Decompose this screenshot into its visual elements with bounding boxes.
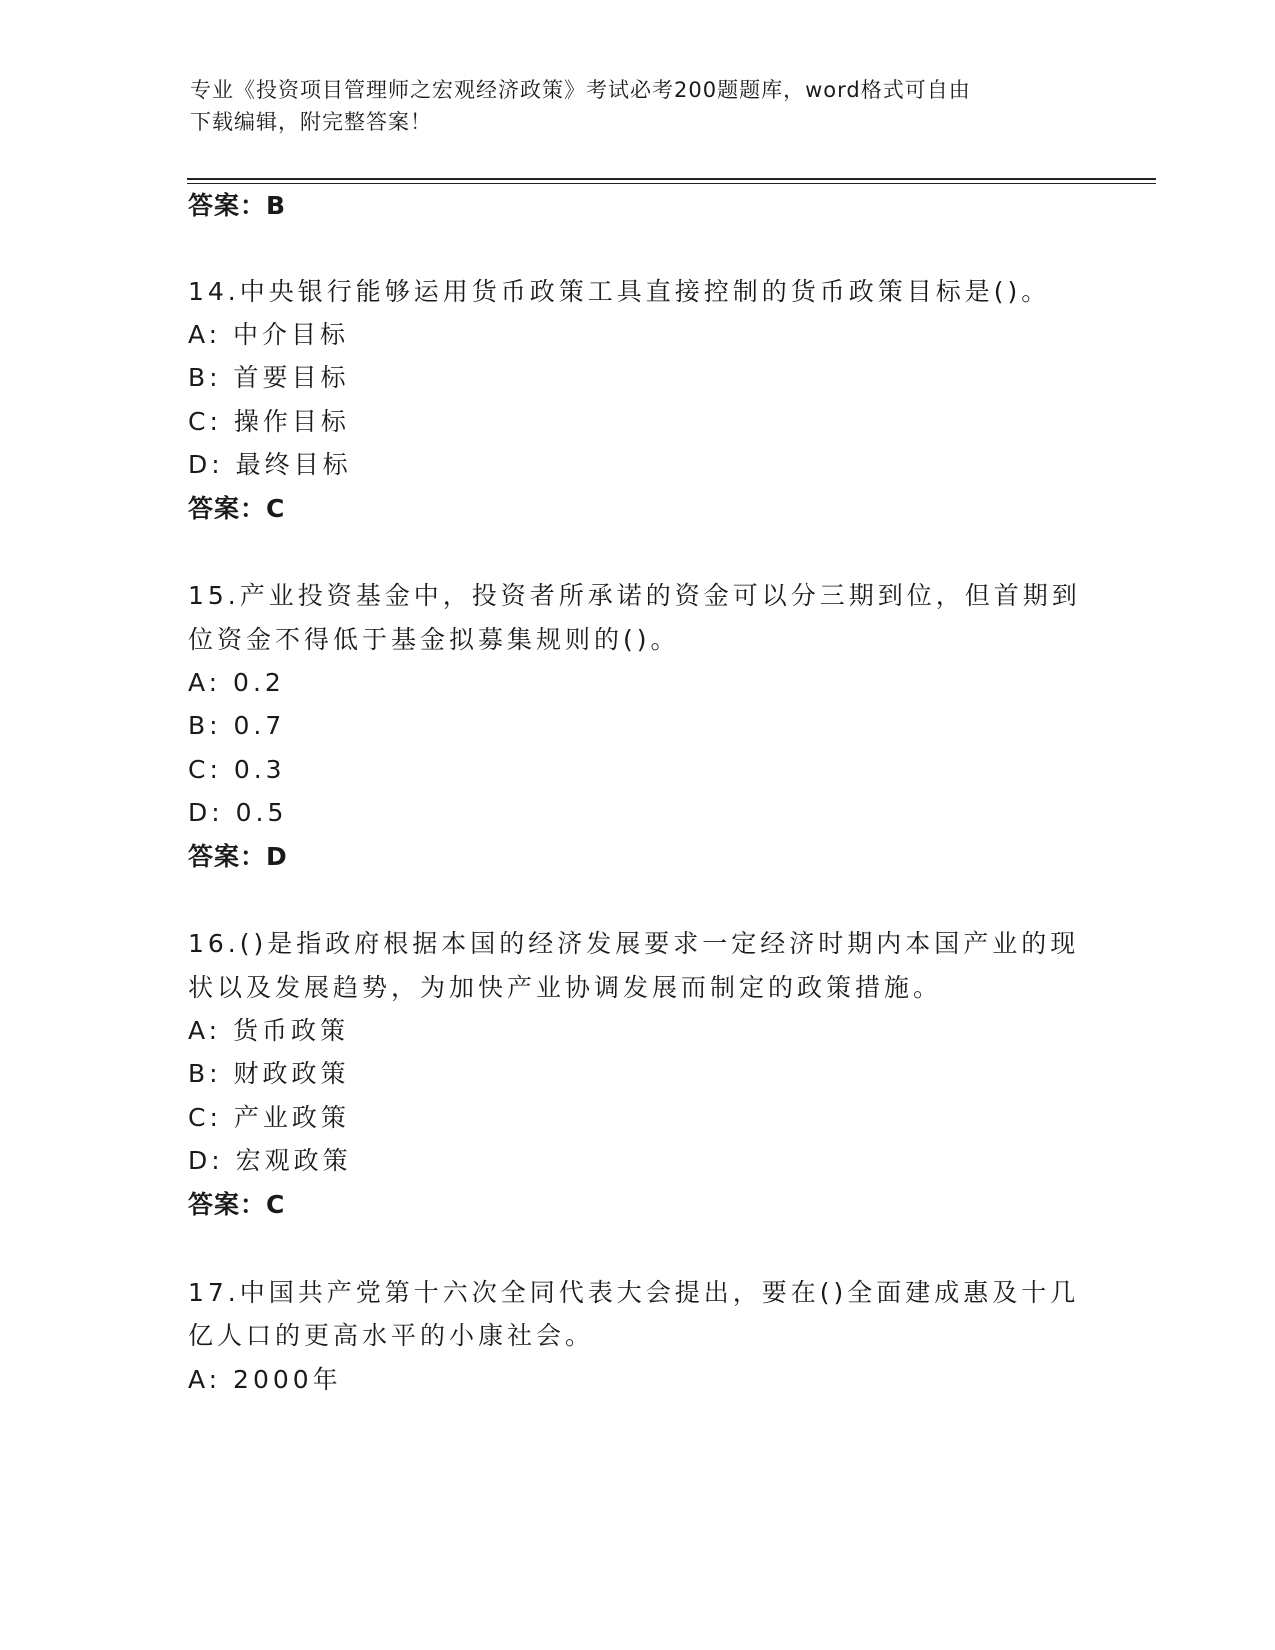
header-line-2: 下载编辑，附完整答案！ xyxy=(190,110,432,134)
question-17-option-a: A: 2000年 xyxy=(188,1365,342,1394)
question-15-text-line-2: 位资金不得低于基金拟募集规则的()。 xyxy=(188,625,680,654)
question-16-text-line-2: 状以及发展趋势，为加快产业协调发展而制定的政策措施。 xyxy=(188,973,943,1002)
question-16-option-a: A: 货币政策 xyxy=(188,1016,350,1045)
question-15-answer: 答案：D xyxy=(188,842,288,871)
header-rule-thick xyxy=(187,178,1156,180)
question-16-option-c: C: 产业政策 xyxy=(188,1103,350,1132)
header-rule-thin xyxy=(187,183,1156,184)
question-14-option-b: B: 首要目标 xyxy=(188,363,350,392)
question-15-option-b: B: 0.7 xyxy=(188,711,286,740)
question-14-option-d: D: 最终目标 xyxy=(188,450,352,479)
question-16-answer: 答案：C xyxy=(188,1190,286,1219)
question-14-text: 14.中央银行能够运用货币政策工具直接控制的货币政策目标是()。 xyxy=(188,277,1051,306)
document-header xyxy=(190,74,1090,138)
question-16-option-b: B: 财政政策 xyxy=(188,1059,350,1088)
question-15-text-line-1: 15.产业投资基金中，投资者所承诺的资金可以分三期到位，但首期到 xyxy=(188,581,1081,610)
question-16-text-line-1: 16.()是指政府根据本国的经济发展要求一定经济时期内本国产业的现 xyxy=(188,929,1080,958)
question-17-text-line-2: 亿人口的更高水平的小康社会。 xyxy=(188,1321,595,1350)
previous-answer: 答案：B xyxy=(188,191,287,220)
question-14-option-c: C: 操作目标 xyxy=(188,407,350,436)
question-14-option-a: A: 中介目标 xyxy=(188,320,350,349)
question-15-option-a: A: 0.2 xyxy=(188,668,285,697)
question-17-text-line-1: 17.中国共产党第十六次全同代表大会提出，要在()全面建成惠及十几 xyxy=(188,1278,1080,1307)
question-14-answer: 答案：C xyxy=(188,494,286,523)
question-16-option-d: D: 宏观政策 xyxy=(188,1146,352,1175)
question-15-option-d: D: 0.5 xyxy=(188,798,288,827)
header-line-1: 专业《投资项目管理师之宏观经济政策》考试必考200题题库，word格式可自由 xyxy=(190,78,971,102)
question-15-option-c: C: 0.3 xyxy=(188,755,286,784)
